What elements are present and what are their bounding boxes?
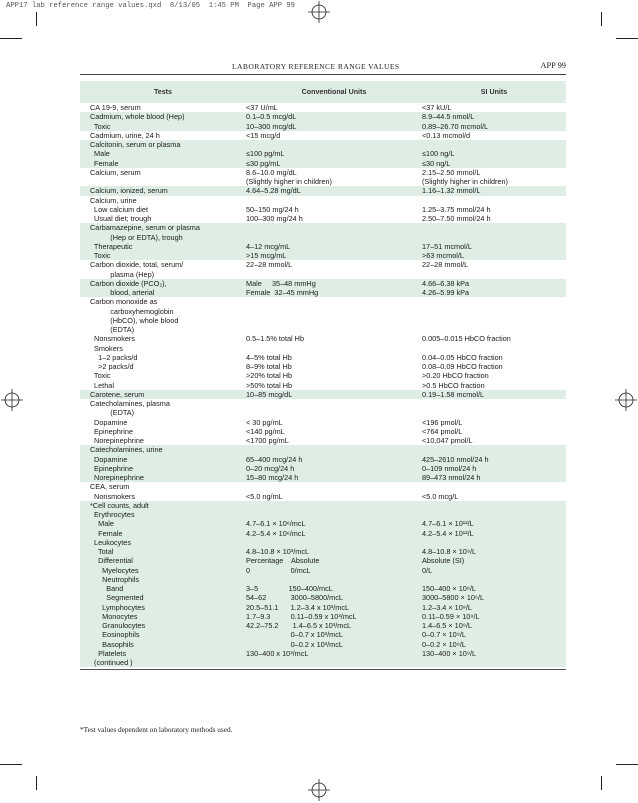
cell-test: Female — [80, 159, 246, 168]
table-row — [80, 223, 566, 242]
crop-mark-tl-h — [0, 38, 22, 39]
cell-conventional — [246, 196, 422, 205]
cell-test: Total — [80, 547, 246, 556]
table-row — [80, 251, 566, 260]
cell-conventional: 4.7–6.1 × 10⁶/mcL — [246, 519, 422, 528]
cell-si: 3000–5800 × 10⁶/L — [422, 593, 566, 602]
cell-si: 1.4–6.5 × 10⁹/L — [422, 621, 566, 630]
reference-range-table — [80, 81, 566, 667]
cell-test: CEA, serum — [90, 482, 130, 492]
table-row — [80, 186, 566, 195]
table-row — [80, 381, 566, 390]
column-header-conventional-units: Conventional Units — [301, 88, 367, 96]
cell-conventional: >15 mcg/mL — [246, 251, 422, 260]
table-row — [80, 362, 566, 371]
table-row — [80, 344, 566, 353]
cell-conventional: 1.7–9.3 0.11–0.59 x 10³/mcL — [246, 612, 422, 621]
table-row — [80, 510, 566, 519]
cell-test: Male — [80, 149, 246, 158]
cell-si: 4.8–10.8 × 10⁹/L — [422, 547, 566, 556]
cell-si: <37 kU/L — [422, 103, 452, 112]
cell-test: Norepinephrine — [90, 436, 144, 445]
cell-si: 8.9–44.5 nmol/L — [422, 112, 566, 121]
cell-test: (continued ) — [80, 658, 246, 667]
cell-test: Band — [80, 584, 246, 593]
cell-conventional: 3–5 150–400/mcL — [246, 584, 422, 593]
cell-conventional: >50% total Hb — [246, 380, 293, 390]
cell-conventional — [246, 658, 422, 667]
table-row — [80, 205, 566, 214]
table-row — [80, 464, 566, 473]
table-row — [80, 214, 566, 223]
table-row — [80, 519, 566, 528]
table-bottom-rule — [80, 669, 566, 670]
cell-si — [422, 658, 566, 667]
cell-test: Nonsmokers — [90, 334, 136, 344]
cell-conventional: 22–28 mmol/L — [246, 260, 293, 270]
cell-si: 22–28 mmol/L — [422, 260, 469, 270]
table-row — [80, 371, 566, 380]
cell-si: 0/L — [422, 566, 566, 575]
cell-conventional: 8–9% total Hb — [246, 362, 292, 371]
cell-si: 1.16–1.32 mmol/L — [422, 186, 566, 195]
cell-conventional: 42.2–75.2 1.4–6.5 x 10³/mcL — [246, 621, 422, 630]
crop-mark-bl-h — [0, 764, 22, 765]
cell-conventional — [246, 344, 422, 353]
crop-mark-br-v — [601, 776, 602, 790]
cell-si: >0.5 HbCO fraction — [422, 380, 485, 390]
table-row — [80, 538, 566, 547]
table-row — [80, 640, 566, 649]
cell-conventional: 54–62 3000–5800/mcL — [246, 593, 422, 602]
cell-si — [422, 501, 566, 510]
registration-mark-left-icon — [1, 389, 23, 411]
cell-test: Lymphocytes — [80, 603, 246, 612]
cell-test: Leukocytes — [80, 538, 246, 547]
cell-conventional: 100–300 mg/24 h — [246, 214, 303, 223]
cell-si: 0–0.7 × 10⁹/L — [422, 630, 566, 639]
cell-test: 1–2 packs/d — [90, 352, 138, 362]
cell-conventional: <1700 pg/mL — [246, 436, 289, 445]
cell-si: 0.08–0.09 HbCO fraction — [422, 362, 503, 371]
table-header-row — [80, 81, 566, 103]
crop-mark-tr-v — [601, 12, 602, 26]
cell-conventional — [246, 538, 422, 547]
header-rule — [80, 74, 566, 75]
cell-conventional — [246, 223, 422, 242]
cell-si: 0–109 nmol/24 h — [422, 464, 566, 473]
cell-test: Cadmium, urine, 24 h — [90, 130, 160, 140]
table-row — [80, 279, 566, 298]
cell-test: Lethal — [90, 380, 114, 390]
table-row — [80, 297, 566, 334]
reference-table — [80, 81, 566, 670]
table-row — [80, 566, 566, 575]
cell-si: 0.89–26.70 mcmol/L — [422, 122, 566, 131]
cell-conventional: 0–0.2 x 10³/mcL — [246, 640, 422, 649]
cell-si: >63 mcmol/L — [422, 251, 566, 260]
cell-test: Carotene, serum — [80, 390, 246, 399]
table-row — [80, 140, 566, 149]
cell-conventional: 4–5% total Hb — [246, 352, 292, 362]
cell-conventional: <140 pg/mL — [246, 426, 285, 436]
cell-conventional: 4.2–5.4 × 10⁶/mcL — [246, 529, 422, 538]
cell-si — [422, 297, 566, 334]
page-number: APP 99 — [540, 61, 566, 70]
cell-test: Platelets — [80, 649, 246, 658]
cell-si: 89–473 nmol/24 h — [422, 473, 566, 482]
cell-test: Calcium, serum — [90, 167, 141, 177]
table-row — [80, 630, 566, 639]
cell-si: 150–400 × 10⁶/L — [422, 584, 566, 593]
registration-mark-right-icon — [615, 389, 637, 411]
cell-conventional: 4–12 mcg/mL — [246, 242, 422, 251]
cell-conventional: 0–20 mcg/24 h — [246, 464, 422, 473]
cell-test: Carbamazepine, serum or plasma (Hep or EDTA), trough — [80, 223, 246, 242]
cell-conventional: 15–80 mcg/24 h — [246, 473, 422, 482]
cell-test: Differential — [80, 556, 246, 565]
cell-conventional: < 30 pg/mL — [246, 417, 283, 427]
table-row — [80, 593, 566, 602]
cell-conventional: Male 35–48 mmHg Female 32–45 mmHg — [246, 279, 422, 298]
cell-si: 130–400 × 10⁹/L — [422, 649, 566, 658]
cell-conventional — [246, 510, 422, 519]
table-row — [80, 159, 566, 168]
table-row — [80, 556, 566, 565]
cell-si: 4.66–6.38 kPa 4.26–5.99 kPa — [422, 279, 566, 298]
table-row — [80, 436, 566, 445]
cell-si — [422, 344, 566, 353]
registration-mark-top-icon — [308, 1, 330, 23]
cell-si: <5.0 mcg/L — [422, 491, 459, 501]
cell-conventional: Percentage Absolute — [246, 556, 422, 565]
cell-conventional — [246, 399, 422, 418]
cell-si: 17–51 mcmol/L — [422, 242, 566, 251]
table-body — [80, 103, 566, 667]
column-header-tests: Tests — [153, 88, 172, 96]
registration-mark-bottom-icon — [308, 779, 330, 801]
cell-si — [422, 482, 566, 491]
cell-test: Nonsmokers — [90, 491, 136, 501]
cell-si: <764 pmol/L — [422, 426, 463, 436]
cell-si — [422, 538, 566, 547]
table-row — [80, 603, 566, 612]
cell-test: Segmented — [80, 593, 246, 602]
table-row — [80, 418, 566, 427]
table-row — [80, 334, 566, 343]
cell-conventional: 50–150 mg/24 h — [246, 204, 299, 214]
table-row — [80, 149, 566, 158]
table-row — [80, 473, 566, 482]
cell-test: Myelocytes — [80, 566, 246, 575]
cell-conventional: 0.5–1.5% total Hb — [246, 334, 305, 344]
cell-conventional — [246, 482, 422, 491]
table-row — [80, 390, 566, 399]
cell-test: Toxic — [80, 251, 246, 260]
table-row — [80, 575, 566, 584]
cell-si: <196 pmol/L — [422, 417, 463, 427]
cell-conventional — [246, 501, 422, 510]
cell-conventional: 8.6–10.0 mg/dL (Slightly higher in children) — [246, 167, 332, 186]
cell-test: Calcium, ionized, serum — [80, 186, 246, 195]
table-row — [80, 196, 566, 205]
table-row — [80, 547, 566, 556]
table-row — [80, 612, 566, 621]
table-row — [80, 529, 566, 538]
table-row — [80, 658, 566, 667]
table-row — [80, 455, 566, 464]
table-row — [80, 621, 566, 630]
table-row — [80, 122, 566, 131]
cell-conventional: <5.0 ng/mL — [246, 491, 283, 501]
table-row — [80, 168, 566, 187]
cell-test: Low calcium diet — [90, 204, 148, 214]
cell-conventional: ≤30 pg/mL — [246, 159, 422, 168]
cell-si — [422, 399, 566, 418]
table-row — [80, 112, 566, 121]
cell-si: ≤30 ng/L — [422, 159, 566, 168]
cell-test: Male — [80, 519, 246, 528]
cell-si — [422, 575, 566, 584]
cell-si — [422, 196, 566, 205]
table-row — [80, 427, 566, 436]
crop-mark-tl-v — [36, 12, 37, 26]
cell-conventional: 4.64–5.28 mg/dL — [246, 186, 422, 195]
cell-test: Norepinephrine — [80, 473, 246, 482]
cell-conventional: <15 mcg/d — [246, 130, 281, 140]
cell-test: Neutrophils — [80, 575, 246, 584]
cell-test: >2 packs/d — [90, 362, 134, 371]
cell-test: Erythrocytes — [80, 510, 246, 519]
cell-test: Toxic — [90, 371, 111, 381]
cell-conventional: 130–400 x 10³/mcL — [246, 649, 422, 658]
table-row — [80, 482, 566, 491]
cell-test: Usual diet; trough — [90, 214, 152, 223]
table-row — [80, 445, 566, 454]
cell-test: CA 19-9, serum — [90, 103, 141, 112]
cell-si: <10,047 pmol/L — [422, 436, 473, 445]
cell-conventional: 10–300 mcg/dL — [246, 122, 422, 131]
cell-conventional — [246, 445, 422, 454]
cell-si: 0.04–0.05 HbCO fraction — [422, 352, 503, 362]
cell-conventional: 65–400 mcg/24 h — [246, 455, 422, 464]
cell-conventional: 4.8–10.8 × 10³/mcL — [246, 547, 422, 556]
cell-test: Therapeutic — [80, 242, 246, 251]
running-head: LABORATORY REFERENCE RANGE VALUES — [232, 62, 400, 71]
cell-test: Toxic — [80, 122, 246, 131]
table-row — [80, 353, 566, 362]
print-slug: APP17 lab reference range values.qxd 8/13/05 1:45 PM Page APP 99 — [6, 2, 295, 10]
cell-test: *Cell counts, adult — [80, 501, 246, 510]
cell-conventional: 0 0/mcL — [246, 566, 422, 575]
cell-test: Cadmium, whole blood (Hep) — [80, 112, 246, 121]
cell-test: Calcitonin, serum or plasma — [80, 140, 246, 149]
cell-conventional — [246, 297, 422, 334]
cell-si: 0.11–0.59 × 10⁹/L — [422, 612, 566, 621]
cell-conventional: >20% total Hb — [246, 371, 293, 381]
footnote: *Test values dependent on laboratory methods used. — [80, 725, 233, 734]
cell-si: ≤100 ng/L — [422, 149, 566, 158]
cell-test: Catecholamines, plasma (EDTA) — [90, 399, 170, 418]
cell-si: 0.19–1.58 mcmol/L — [422, 390, 566, 399]
cell-si — [422, 223, 566, 242]
cell-test: Epinephrine — [80, 464, 246, 473]
cell-test: Female — [80, 529, 246, 538]
column-header-si-units: SI Units — [480, 88, 508, 96]
cell-conventional: 10–85 mcg/dL — [246, 390, 422, 399]
cell-si: 0.005–0.015 HbCO fraction — [422, 334, 511, 344]
cell-test: Dopamine — [90, 417, 128, 427]
table-row — [80, 103, 566, 112]
cell-si: 1.2–3.4 × 10⁹/L — [422, 603, 566, 612]
table-row — [80, 399, 566, 418]
table-row — [80, 501, 566, 510]
cell-conventional — [246, 575, 422, 584]
cell-conventional: ≤100 pg/mL — [246, 149, 422, 158]
cell-test: Smokers — [90, 343, 123, 353]
cell-conventional — [246, 140, 422, 149]
cell-test: Catecholamines, urine — [80, 445, 246, 454]
table-row — [80, 584, 566, 593]
cell-test: Dopamine — [80, 455, 246, 464]
cell-si: 2.15–2.50 mmol/L (Slightly higher in children) — [422, 167, 508, 186]
cell-conventional: 20.5–51.1 1.2–3.4 x 10³/mcL — [246, 603, 422, 612]
cell-si: 2.50–7.50 mmol/24 h — [422, 214, 491, 223]
crop-mark-br-h — [616, 764, 638, 765]
crop-mark-tr-h — [616, 38, 638, 39]
cell-test: Eosinophils — [80, 630, 246, 639]
cell-test: Monocytes — [80, 612, 246, 621]
cell-conventional: 0–0.7 x 10³/mcL — [246, 630, 422, 639]
table-row — [80, 649, 566, 658]
cell-si: 4.7–6.1 × 10¹²/L — [422, 519, 566, 528]
cell-si: >0.20 HbCO fraction — [422, 371, 489, 381]
cell-test: Epinephrine — [90, 426, 134, 436]
cell-si: <0.13 mcmol/d — [422, 130, 471, 140]
cell-test: Basophils — [80, 640, 246, 649]
cell-si: 425–2610 nmol/24 h — [422, 455, 566, 464]
cell-conventional: 0.1–0.5 mcg/dL — [246, 112, 422, 121]
cell-conventional: <37 U/mL — [246, 103, 278, 112]
table-row — [80, 492, 566, 501]
table-row — [80, 242, 566, 251]
table-row — [80, 131, 566, 140]
cell-si: 4.2–5.4 × 10¹²/L — [422, 529, 566, 538]
cell-test: Calcium, urine — [90, 195, 137, 205]
cell-si: Absolute (SI) — [422, 556, 566, 565]
cell-test: Granulocytes — [80, 621, 246, 630]
cell-si — [422, 140, 566, 149]
cell-si: 1.25–3.75 mmol/24 h — [422, 204, 491, 214]
cell-test: Carbon monoxide as carboxyhemoglobin (HbCO), whole blood (EDTA) — [90, 297, 179, 334]
crop-mark-bl-v — [36, 776, 37, 790]
cell-si — [422, 445, 566, 454]
cell-si — [422, 510, 566, 519]
cell-test: Carbon dioxide, total, serum/ plasma (Hep) — [90, 260, 184, 279]
cell-test: Carbon dioxide (PCO₂), blood, arterial — [80, 279, 246, 298]
cell-si: 0–0.2 × 10⁹/L — [422, 640, 566, 649]
table-row — [80, 260, 566, 279]
